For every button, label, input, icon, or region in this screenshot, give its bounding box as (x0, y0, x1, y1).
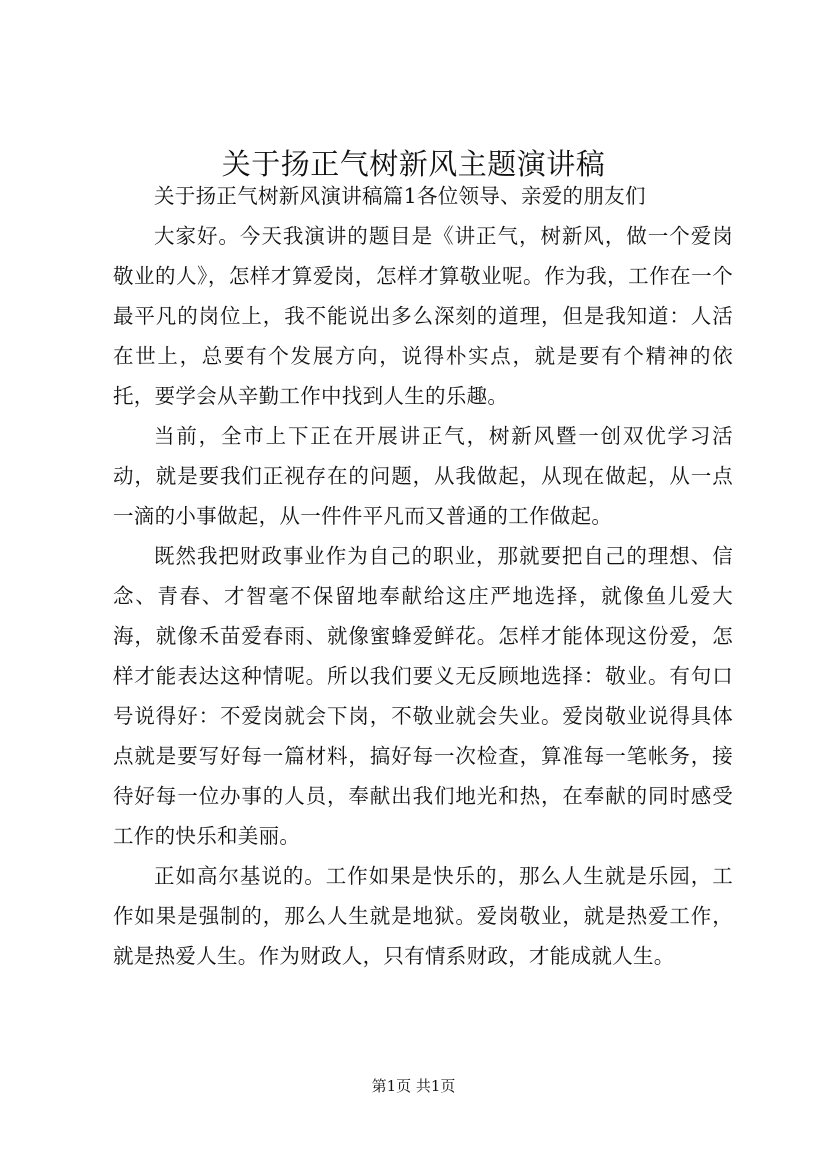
paragraph: 关于扬正气树新风演讲稿篇1各位领导、亲爱的朋友们 (154, 184, 646, 208)
paragraph: 当前，全市上下正在开展讲正气，树新风暨一创双优学习活动，就是要我们正视存在的问题，从我做起，从现在做起，从一点一滴的小事做起，从一件件平凡而又普通的工作做起。 (113, 424, 733, 528)
paragraph: 正如高尔基说的。工作如果是快乐的，那么人生就是乐园，工作如果是强制的，那么人生就是地狱。爱岗敬业，就是热爱工作，就是热爱人生。作为财政人，只有情系财政，才能成就人生。 (113, 864, 733, 968)
paragraph: 既然我把财政事业作为自己的职业，那就要把自己的理想、信念、青春、才智毫不保留地奉献给这庄严地选择，就像鱼儿爱大海，就像禾苗爱春雨、就像蜜蜂爱鲜花。怎样才能体现这份爱，怎样才能表达这种情呢。所以我们要义无反顾地选择：敬业。有句口号说得好：不爱岗就会下岗，不敬业就会失业。爱岗敬业说得具体点就是要写好每一篇材料，搞好每一次检查，算准每一笔帐务，接待好每一位办事的人员，奉献出我们地光和热，在奉献的同时感受工作的快乐和美丽。 (113, 544, 733, 848)
document-body (113, 176, 733, 976)
page-footer: 第1页 共1页 (371, 1077, 456, 1095)
document-title: 关于扬正气树新风主题演讲稿 (221, 147, 606, 181)
paragraph: 大家好。今天我演讲的题目是《讲正气，树新风，做一个爱岗敬业的人》，怎样才算爱岗，怎样才算敬业呢。作为我，工作在一个最平凡的岗位上，我不能说出多么深刻的道理，但是我知道：人活在世上，总要有个发展方向，说得朴实点，就是要有个精神的依托，要学会从辛勤工作中找到人生的乐趣。 (113, 224, 733, 408)
